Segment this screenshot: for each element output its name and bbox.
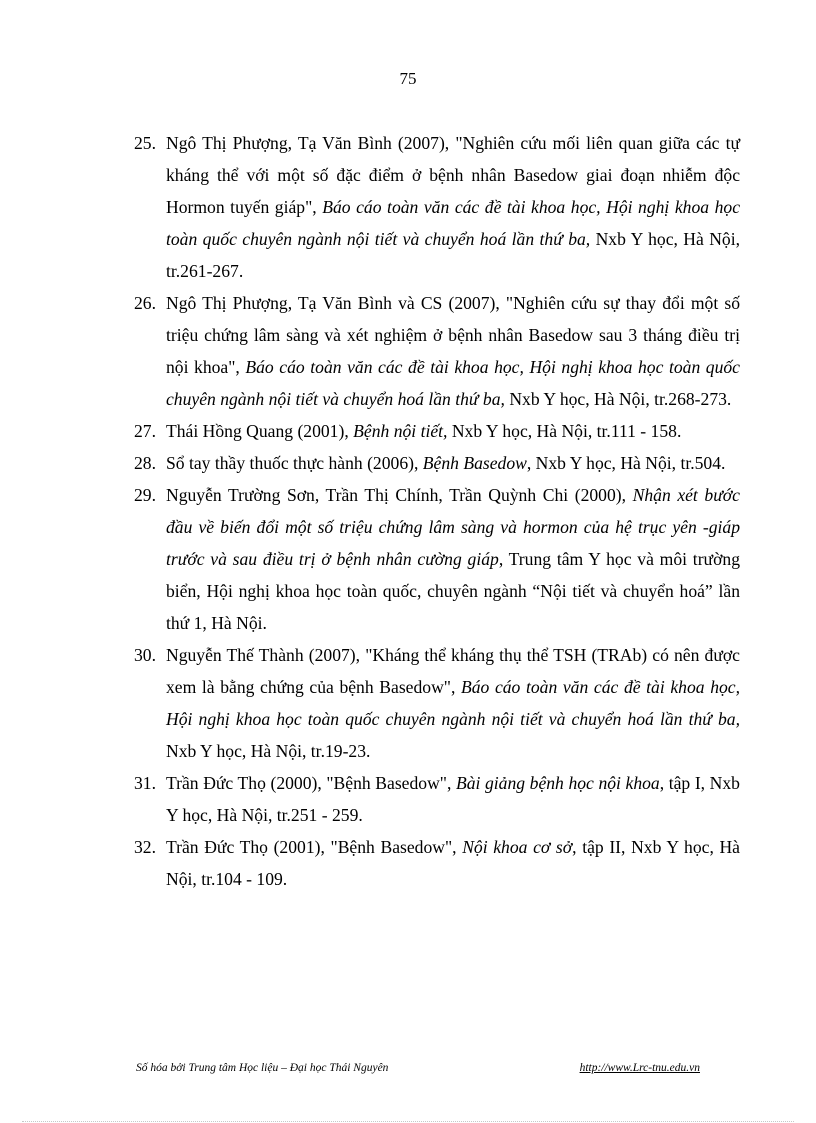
reference-segment: Nxb Y học, Hà Nội, tr.261-267.: [166, 229, 741, 281]
reference-number: 32.: [134, 837, 156, 857]
reference-segment: Nxb Y học, Hà Nội, tr.111 - 158.: [447, 421, 682, 441]
reference-segment: Trần Đức Thọ (2001), "Bệnh Basedow",: [166, 837, 463, 857]
reference-item: [134, 127, 740, 287]
reference-text: [166, 287, 740, 415]
reference-source-title: Báo cáo toàn văn các đề tài khoa học, Hội nghị khoa học toàn quốc chuyên ngành nội tiết và chuyển hoá lần thứ ba,: [166, 677, 740, 729]
reference-number: 27.: [134, 421, 156, 441]
reference-text: [166, 127, 740, 287]
reference-segment: Trần Đức Thọ (2000), "Bệnh Basedow",: [166, 773, 456, 793]
reference-number: 30.: [134, 645, 156, 665]
reference-item: [134, 831, 740, 895]
bottom-divider: [22, 1121, 794, 1122]
reference-segment: , Trung tâm Y học và môi trường biển, Hội nghị khoa học toàn quốc, chuyên ngành “Nội tiết và chuyển hoá” lần thứ 1, Hà Nội.: [166, 549, 740, 633]
reference-segment: Nguyễn Trường Sơn, Trần Thị Chính, Trần Quỳnh Chi (2000),: [166, 485, 633, 505]
reference-segment: Ngô Thị Phượng, Tạ Văn Bình và CS (2007), "Nghiên cứu sự thay đổi một số triệu chứng lâm sàng và xét nghiệm ở bệnh nhân Basedow sau 3 tháng điều trị nội khoa",: [166, 293, 740, 377]
reference-text: [166, 831, 740, 895]
reference-source-title: Báo cáo toàn văn các đề tài khoa học, Hội nghị khoa học toàn quốc chuyên ngành nội tiết và chuyển hoá lần thứ ba,: [166, 357, 740, 409]
reference-segment: Nguyễn Thế Thành (2007), "Kháng thể kháng thụ thể TSH (TRAb) có nên được xem là bằng chứng của bệnh Basedow",: [166, 645, 740, 697]
reference-item: [134, 415, 740, 447]
page-number: 75: [399, 69, 417, 88]
reference-number: 25.: [134, 133, 156, 153]
reference-source-title: Bài giảng bệnh học nội khoa: [455, 773, 660, 793]
reference-text: [166, 767, 740, 831]
footer-link[interactable]: http://www.Lrc-tnu.edu.vn: [579, 1062, 700, 1074]
reference-number: 29.: [134, 485, 156, 505]
reference-segment: Nxb Y học, Hà Nội, tr.268-273.: [504, 389, 732, 409]
reference-item: [134, 479, 740, 639]
reference-source-title: Báo cáo toàn văn các đề tài khoa học, Hội nghị khoa học toàn quốc chuyên ngành nội tiết và chuyển hoá lần thứ ba,: [166, 197, 741, 249]
reference-number: 28.: [134, 453, 156, 473]
footer-credit: Số hóa bởi Trung tâm Học liệu – Đại học Thái Nguyên: [136, 1062, 389, 1074]
reference-text: [166, 447, 740, 479]
reference-segment: Nxb Y học, Hà Nội, tr.19-23.: [166, 741, 371, 761]
reference-source-title: Bệnh nội tiết,: [353, 421, 448, 441]
reference-source-title: Nội khoa cơ sở: [462, 837, 573, 857]
reference-segment: , tập I, Nxb Y học, Hà Nội, tr.251 - 259.: [166, 773, 740, 825]
reference-segment: Thái Hồng Quang (2001),: [166, 421, 354, 441]
reference-number: 31.: [134, 773, 156, 793]
reference-segment: , Nxb Y học, Hà Nội, tr.504.: [526, 453, 726, 473]
reference-segment: Ngô Thị Phượng, Tạ Văn Bình (2007), "Nghiên cứu mối liên quan giữa các tự kháng thể với một số đặc điểm ở bệnh nhân Basedow giai đoạn nhiễm độc Hormon tuyến giáp",: [166, 133, 740, 217]
reference-text: [166, 415, 740, 447]
reference-text: [166, 479, 740, 639]
reference-segment: , tập II, Nxb Y học, Hà Nội, tr.104 - 109.: [166, 837, 740, 889]
reference-number: 26.: [134, 293, 156, 313]
reference-text: [166, 639, 740, 767]
reference-item: [134, 447, 740, 479]
reference-item: [134, 639, 740, 767]
reference-list: [134, 127, 740, 895]
reference-segment: Sổ tay thầy thuốc thực hành (2006),: [166, 453, 423, 473]
reference-item: [134, 767, 740, 831]
reference-source-title: Bệnh Basedow: [422, 453, 527, 473]
page-footer: [136, 1058, 740, 1078]
reference-item: [134, 287, 740, 415]
reference-source-title: Nhận xét bước đầu về biến đổi một số triệu chứng lâm sàng và hormon của hệ trục yên -giáp trước và sau điều trị ở bệnh nhân cường giáp: [166, 485, 740, 569]
